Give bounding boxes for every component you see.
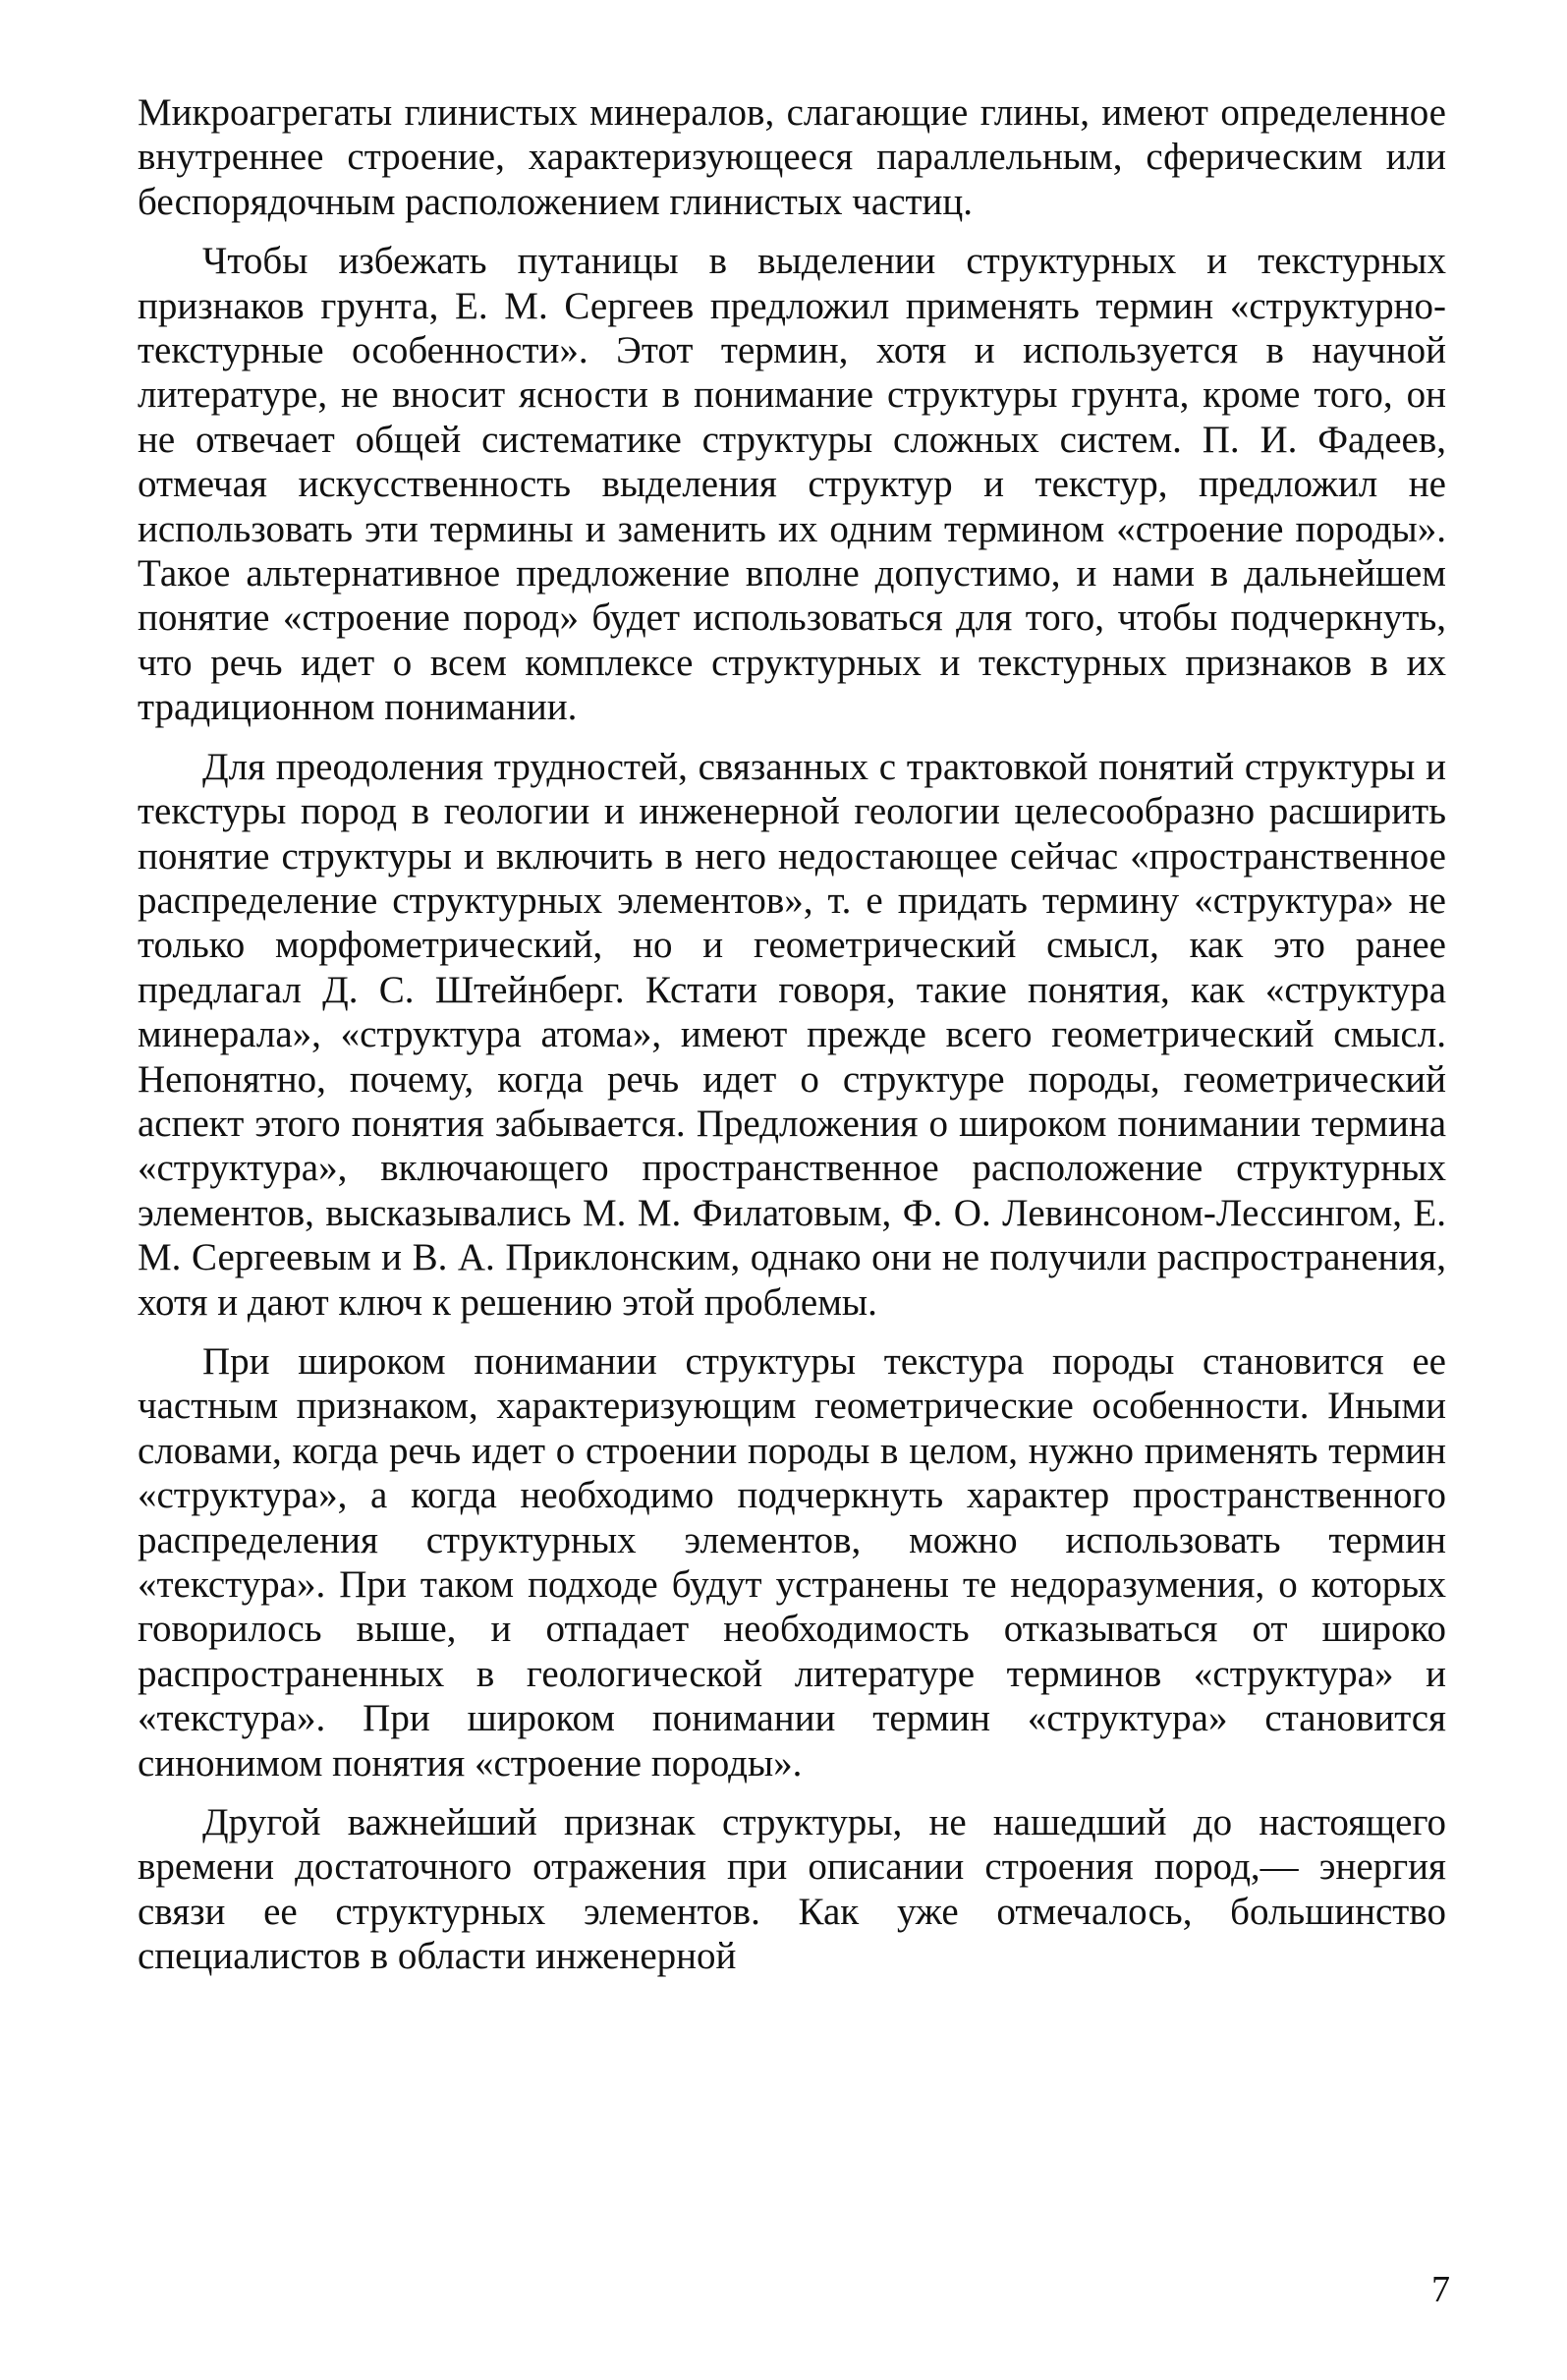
page-number: 7 (1431, 2269, 1450, 2310)
page-body (138, 90, 1446, 1994)
paragraph-3: Для преодоления трудностей, связанных с трактовкой понятий структуры и текстуры пород в геологии и инженерной геологии целесообразно расширить понятие структуры и включить в него недостающее сейчас «пространственное распределение структурных элементов», т. е придать термину «структура» не только морфометрический, но и геометрический смысл, как это ранее предлагал Д. С. Штейнберг. Кстати говоря, такие понятия, как «структура минерала», «структура атома», имеют прежде всего геометрический смысл. Непонятно, почему, когда речь идет о структуре породы, геометрический аспект этого понятия забывается. Предложения о широком понимании термина «структура», включающего пространственное расположение структурных элементов, высказывались М. М. Филатовым, Ф. О. Левинсоном-Лессингом, Е. М. Сергеевым и В. А. Приклонским, однако они не получили распространения, хотя и дают ключ к решению этой проблемы. (138, 745, 1446, 1324)
paragraph-5: Другой важнейший признак структуры, не нашедший до настоящего времени достаточного отражения при описании строения пород,— энергия связи ее структурных элементов. Как уже отмечалось, большинство специалистов в области инженерной (138, 1801, 1446, 1978)
paragraph-1: Микроагрегаты глинистых минералов, слагающие глины, имеют определенное внутреннее строение, характеризующееся параллельным, сферическим или беспорядочным расположением глинистых частиц. (138, 91, 1446, 223)
paragraph-2: Чтобы избежать путаницы в выделении структурных и текстурных признаков грунта, Е. М. Сергеев предложил применять термин «структурно-текстурные особенности». Этот термин, хотя и используется в научной литературе, не вносит ясности в понимание структуры грунта, кроме того, он не отвечает общей систематике структуры сложных систем. П. И. Фадеев, отмечая искусственность выделения структур и текстур, предложил не использовать эти термины и заменить их одним термином «строение породы». Такое альтернативное предложение вполне допустимо, и нами в дальнейшем понятие «строение пород» будет использоваться для того, чтобы подчеркнуть, что речь идет о всем комплексе структурных и текстурных признаков в их традиционном понимании. (138, 240, 1446, 729)
paragraph-4: При широком понимании структуры текстура породы становится ее частным признаком, характеризующим геометрические особенности. Иными словами, когда речь идет о строении породы в целом, нужно применять термин «структура», а когда необходимо подчеркнуть характер пространственного распределения структурных элементов, можно использовать термин «текстура». При таком подходе будут устранены те недоразумения, о которых говорилось выше, и отпадает необходимость отказываться от широко распространенных в геологической литературе терминов «структура» и «текстура». При широком понимании термин «структура» становится синонимом понятия «строение породы». (138, 1339, 1446, 1785)
